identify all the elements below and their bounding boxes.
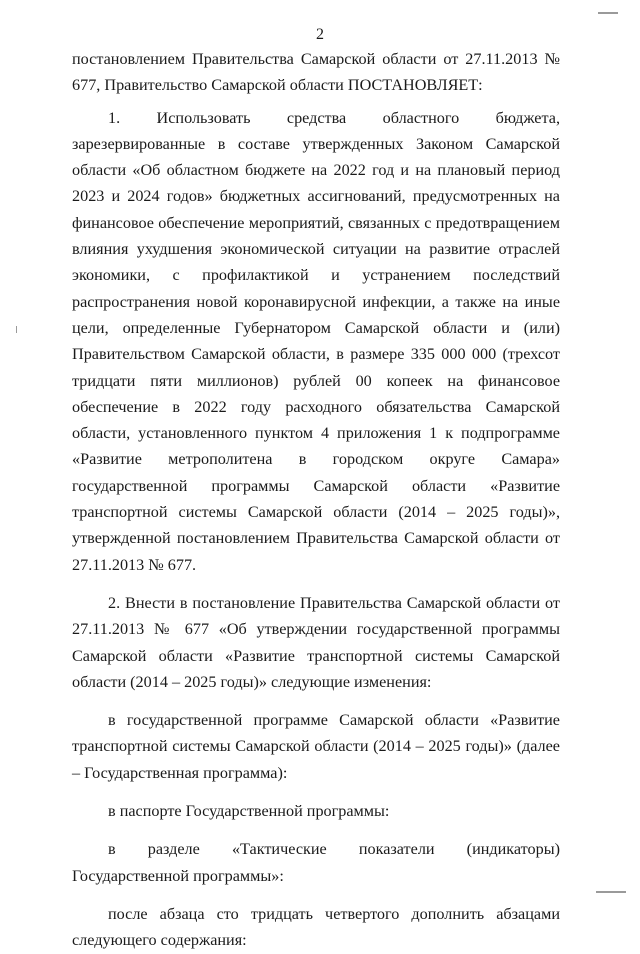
page-number: 2 [316,26,324,43]
passport-paragraph: в паспорте Государственной программы: [108,802,390,821]
item-2-paragraph: 2. Внести в постановление Правительства Самарской области от 27.11.2013 № 677 «Об утверждении государственной программы Самарской области «Развитие транспортной системы Самарской области (2014 – 2025 годы)» следующие изменения: [72,593,560,691]
item-1-paragraph: 1. Использовать средства областного бюджета, зарезервированные в составе утвержденных Законом Самарской области «Об областном бюджете на 2022 год и на плановый период 2023 и 2024 годов» бюджетных ассигнований, предусмотренных на финансовое обеспечение мероприятий, связанных с предотвращением влияния ухудшения экономической ситуации на развитие отраслей экономики, с профилактикой и устранением последствий распространения новой коронавирусной инфекции, а также на иные цели, определенные Губернатором Самарской области и (или) Правительством Самарской области, в размере 335 000 000 (трехсот тридцати пяти миллионов) рублей 00 копеек на финансовое обеспечение в 2022 году расходного обязательства Самарской области, установленного пунктом 4 приложения 1 к подпрограмме «Развитие метрополитена в городском округе Самара» государственной программы Самарской области «Развитие транспортной системы Самарской области (2014 – 2025 годы)», утвержденной постановлением Правительства Самарской области от 27.11.2013 № 677. [72,108,560,574]
section-paragraph: в разделе «Тактические показатели (индикаторы) Государственной программы»: [72,840,560,885]
scan-mark-top-right [598,12,618,14]
scan-mark-left [16,326,17,333]
intro-paragraph: постановлением Правительства Самарской области от 27.11.2013 № 677, Правительство Самарской области ПОСТАНОВЛЯЕТ: [72,50,560,95]
program-paragraph: в государственной программе Самарской области «Развитие транспортной системы Самарской области (2014 – 2025 годы)» (далее – Государственная программа): [72,711,560,782]
after-paragraph: после абзаца сто тридцать четвертого дополнить абзацами следующего содержания: [72,904,560,950]
scan-mark-bottom-right [596,891,626,893]
document-body [72,46,560,954]
